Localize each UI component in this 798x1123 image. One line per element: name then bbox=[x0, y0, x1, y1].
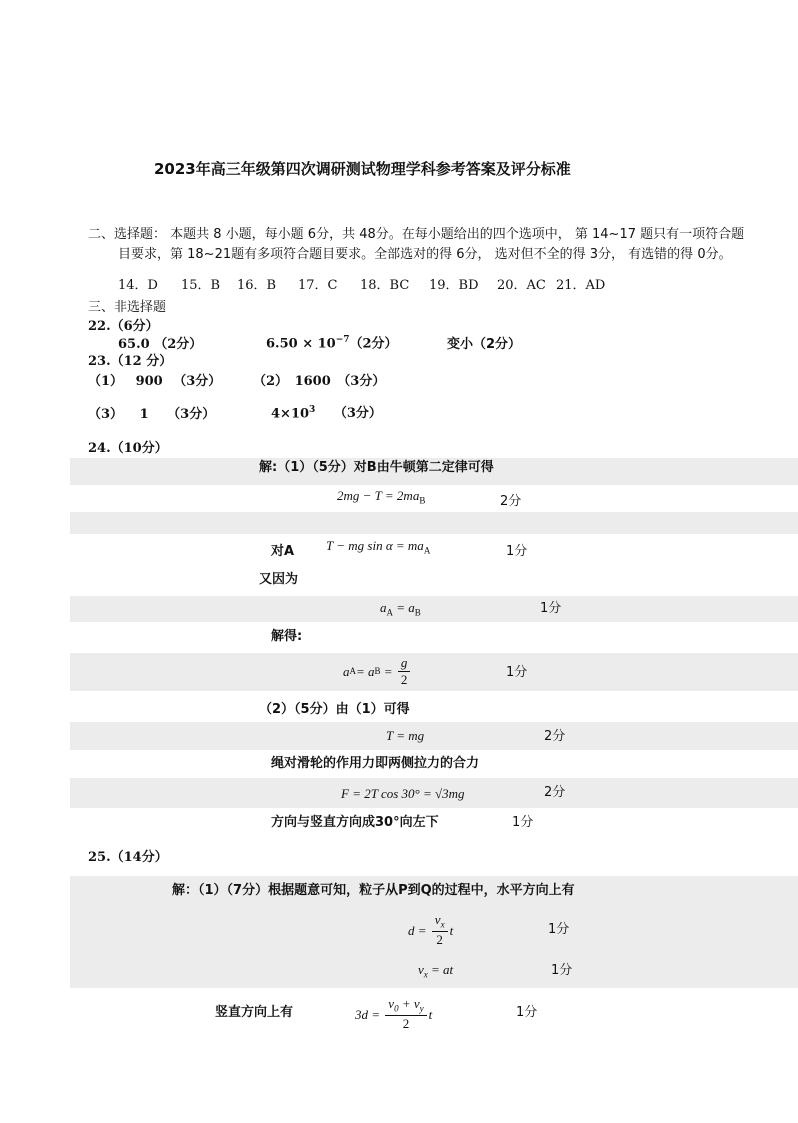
q24-eq-3-score: 1分 bbox=[540, 601, 562, 616]
q24-eq-1 bbox=[337, 489, 425, 506]
q24-eq-4-sub2: B bbox=[374, 666, 381, 677]
q25-eq-3-lhs: 3d = bbox=[355, 1006, 384, 1022]
q23-score-2: （3分） bbox=[337, 374, 386, 389]
q23-val-3: 1 bbox=[139, 407, 149, 422]
q24-band-3 bbox=[70, 596, 798, 622]
q23-row-3 bbox=[88, 408, 215, 421]
q25-eq-1-num-sub: x bbox=[440, 919, 445, 930]
q23-val-1: 900 bbox=[135, 374, 163, 389]
q25-eq-2-sub: x bbox=[423, 969, 428, 980]
q25-label: 25.（14分） bbox=[88, 850, 168, 865]
q24-eq-3-sub2: B bbox=[414, 607, 421, 618]
q24-eq-1-score: 2分 bbox=[500, 494, 522, 509]
q25-eq-3 bbox=[355, 997, 432, 1032]
q25-eq-1 bbox=[408, 913, 453, 948]
q25-eq-1-den: 2 bbox=[436, 932, 443, 948]
q25-eq-1-rhs: t bbox=[449, 922, 454, 938]
q24-jie-de: 解得: bbox=[271, 629, 303, 644]
q22-answer-2 bbox=[266, 336, 398, 350]
choice-answer: 20．AC bbox=[497, 278, 546, 293]
q25-eq-1-fraction bbox=[432, 913, 448, 948]
q24-label: 24.（10分） bbox=[88, 441, 168, 456]
q25-eq-3-sub0: 0 bbox=[394, 1003, 399, 1014]
q23-row-1 bbox=[88, 375, 221, 388]
choice-answer: 14．D bbox=[118, 278, 158, 293]
choice-answer: 16．B bbox=[237, 278, 277, 293]
q24-eq-5-score: 2分 bbox=[544, 729, 566, 744]
section3-heading: 三、非选择题 bbox=[88, 300, 167, 315]
q25-eq-2 bbox=[418, 963, 453, 980]
q24-eq-4-den: 2 bbox=[400, 672, 408, 688]
q24-solution-line-2: （2）（5分）由（1）可得 bbox=[259, 702, 410, 717]
q24-solution-line-1: 解:（1）（5分）对B由牛顿第二定律可得 bbox=[259, 460, 494, 475]
q24-solution-line-3: 绳对滑轮的作用力即两侧拉力的合力 bbox=[271, 756, 480, 771]
q22-answer-2-value: 6.50 × 10 bbox=[266, 336, 336, 352]
q24-eq-4-fraction bbox=[398, 656, 411, 688]
q24-band-5 bbox=[70, 722, 798, 750]
choice-answer: 18．BC bbox=[360, 278, 410, 293]
q25-eq-3-den: 2 bbox=[402, 1016, 410, 1032]
q24-eq-2-sub: A bbox=[423, 545, 431, 556]
q25-eq-3-sub1: y bbox=[419, 1003, 424, 1014]
q25-eq-1-lhs: d = bbox=[408, 922, 430, 938]
q22-answer-2-exp: −7 bbox=[335, 335, 350, 345]
q24-eq-1-sub: B bbox=[419, 495, 426, 506]
q22-answer-3: 变小（2分） bbox=[447, 337, 522, 352]
choice-answer: 19．BD bbox=[429, 278, 479, 293]
q23-score-4: （3分） bbox=[333, 406, 382, 422]
q24-eq-4-eq: = bbox=[380, 664, 396, 680]
q25-eq-3-plus: + v bbox=[398, 996, 420, 1011]
q24-eq-4-mid: = a bbox=[356, 664, 375, 680]
q24-line-4-score: 1分 bbox=[512, 815, 534, 830]
q22-answer-2-score: （2分） bbox=[349, 336, 398, 352]
q23-val-4: 4×10 bbox=[271, 406, 310, 422]
q23-score-3: （3分） bbox=[167, 407, 216, 422]
choice-answer: 17．C bbox=[298, 278, 338, 293]
q25-eq-3-fraction bbox=[385, 997, 426, 1032]
section2-intro-line1: 二、选择题： 本题共 8 小题，每小题 6分，共 48分。在每小题给出的四个选项中， 第 14~17 题只有一项符合题 bbox=[88, 227, 745, 242]
q23-score-1: （3分） bbox=[173, 374, 222, 389]
choice-answer: 21．AD bbox=[556, 278, 606, 293]
q25-eq-1-score: 1分 bbox=[548, 922, 570, 937]
q24-eq-6-score: 2分 bbox=[544, 785, 566, 800]
q25-eq-2-score: 1分 bbox=[551, 963, 573, 978]
q22-label: 22.（6分） bbox=[88, 319, 159, 334]
q24-eq-4-num: g bbox=[398, 656, 411, 672]
q24-eq-4-sub1: A bbox=[349, 666, 356, 677]
q23-val-4-exp: 3 bbox=[309, 405, 316, 415]
q24-eq-4-lhs: a bbox=[343, 664, 350, 680]
q24-eq-3 bbox=[380, 601, 421, 618]
q23-label: 23.（12 分） bbox=[88, 354, 173, 369]
q24-band-4 bbox=[70, 653, 798, 691]
q24-band-2 bbox=[70, 512, 798, 534]
q24-dui-a: 对A bbox=[271, 544, 295, 559]
q24-eq-1-body: 2mg − T = 2ma bbox=[337, 488, 420, 503]
q25-eq-2-v: v bbox=[418, 962, 424, 977]
q24-eq-2-score: 1分 bbox=[506, 544, 528, 559]
q23-val-2: 1600 bbox=[294, 374, 331, 389]
q24-eq-4 bbox=[343, 656, 412, 688]
q25-eq-3-score: 1分 bbox=[516, 1005, 538, 1020]
section2-intro-line2: 目要求，第 18~21题有多项符合题目要求。全部选对的得 6分， 选对但不全的得 3分， 有选错的得 0分。 bbox=[118, 247, 732, 262]
q24-eq-3-mid: = a bbox=[393, 600, 415, 615]
q24-eq-2-body: T − mg sin α = ma bbox=[326, 538, 424, 553]
q25-eq-3-rhs: t bbox=[428, 1006, 433, 1022]
page-title: 2023年高三年级第四次调研测试物理学科参考答案及评分标准 bbox=[154, 160, 571, 178]
q23-num-3: （3） bbox=[88, 407, 124, 422]
q22-answer-1: 65.0 （2分） bbox=[118, 337, 203, 352]
q25-eq-3-num: $v_0 + v_y$ bbox=[385, 997, 426, 1016]
q25-solution-line-1: 解：（1）（7分）根据题意可知，粒子从P到Q的过程中，水平方向上有 bbox=[172, 883, 575, 898]
q24-eq-3-lhs: a bbox=[380, 600, 387, 615]
q23-num-2: （2） bbox=[253, 374, 289, 389]
q23-row-4 bbox=[271, 406, 382, 420]
q24-eq-4-score: 1分 bbox=[506, 665, 528, 680]
q24-eq-5: T = mg bbox=[386, 728, 425, 743]
q24-eq-3-sub1: A bbox=[386, 607, 393, 618]
q25-eq-2-rhs: = at bbox=[427, 962, 454, 977]
q24-solution-line-4: 方向与竖直方向成30°向左下 bbox=[271, 815, 439, 830]
q24-you-yin-wei: 又因为 bbox=[259, 572, 299, 587]
q24-eq-2 bbox=[326, 539, 430, 556]
q25-solution-line-2: 竖直方向上有 bbox=[215, 1005, 294, 1020]
q23-num-1: （1） bbox=[88, 374, 124, 389]
choice-answer: 15．B bbox=[181, 278, 221, 293]
q25-eq-1-num bbox=[432, 913, 448, 932]
q25-eq-1-num-v: v bbox=[434, 912, 441, 927]
q23-row-2 bbox=[253, 375, 385, 388]
q24-eq-6: F = 2T cos 30° = √3mg bbox=[341, 786, 465, 801]
